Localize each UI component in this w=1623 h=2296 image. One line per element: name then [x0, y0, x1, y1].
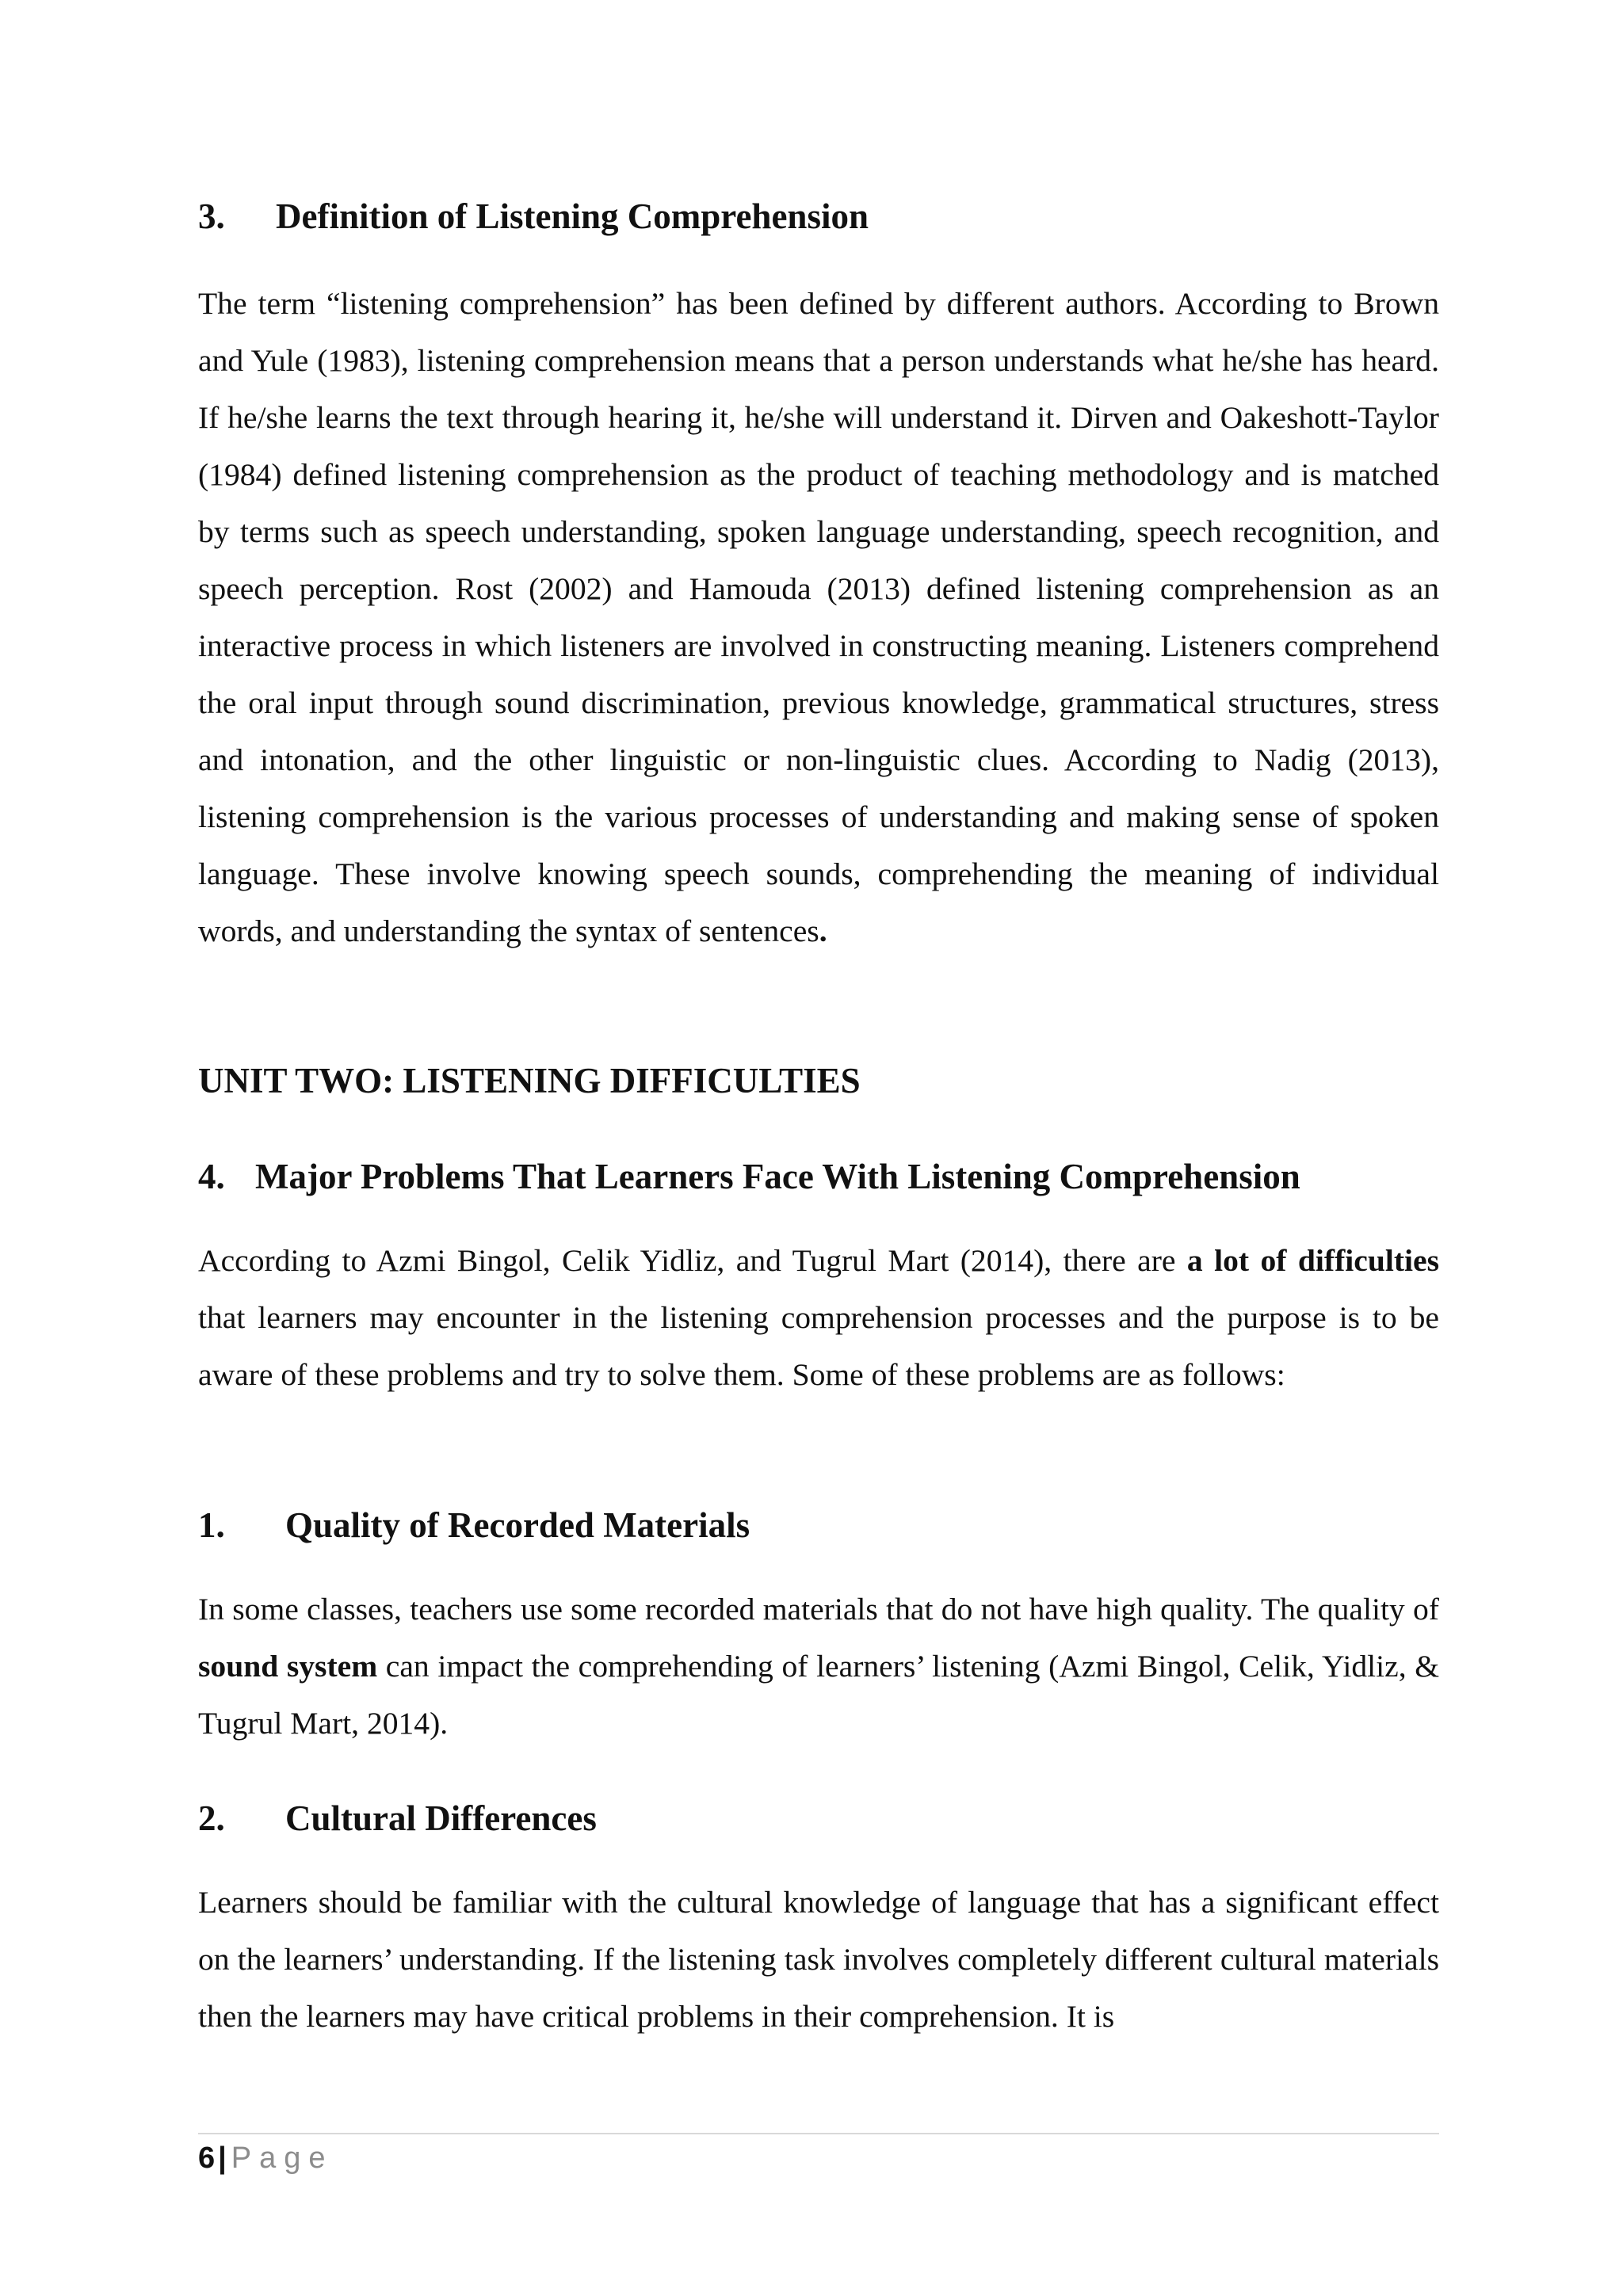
- problem-2-heading: [198, 1797, 597, 1840]
- paragraph-text: In some classes, teachers use some recorded materials that do not have high quality. The quality of: [198, 1592, 1439, 1627]
- problem-number: 2.: [198, 1798, 225, 1838]
- footer-divider: [198, 2133, 1439, 2134]
- unit-two-heading: [198, 1059, 861, 1102]
- section-number: 4.: [198, 1157, 225, 1196]
- section-3-paragraph: [198, 275, 1439, 959]
- paragraph-bold-text: sound system: [198, 1649, 378, 1684]
- section-title: Definition of Listening Comprehension: [276, 196, 869, 236]
- problem-number: 1.: [198, 1505, 225, 1545]
- problem-1-heading: [198, 1504, 750, 1547]
- page-footer: [198, 2139, 334, 2177]
- section-number: 3.: [198, 196, 225, 236]
- problem-2-paragraph: [198, 1874, 1439, 2045]
- section-4-heading: [198, 1155, 1300, 1198]
- problem-title: Quality of Recorded Materials: [285, 1505, 750, 1545]
- paragraph-text: According to Azmi Bingol, Celik Yidliz, and Tugrul Mart (2014), there are: [198, 1243, 1187, 1278]
- paragraph-text: Learners should be familiar with the cultural knowledge of language that has a significant effect on the learners’ understanding. If the listening task involves completely different cultural materials then the learners may have critical problems in their comprehension. It is: [198, 1885, 1439, 2034]
- unit-title: UNIT TWO: LISTENING DIFFICULTIES: [198, 1061, 861, 1100]
- paragraph-text: can impact the comprehending of learners’ listening (Azmi Bingol, Celik, Yidliz, & Tugrul Mart, 2014).: [198, 1649, 1439, 1741]
- paragraph-end-bold: .: [819, 913, 827, 948]
- footer-separator: |: [218, 2142, 227, 2175]
- section-3-heading: [198, 195, 869, 238]
- document-page: [198, 0, 1439, 2296]
- problem-1-paragraph: [198, 1581, 1439, 1752]
- problem-title: Cultural Differences: [285, 1798, 597, 1838]
- section-title: Major Problems That Learners Face With Listening Comprehension: [255, 1157, 1300, 1196]
- page-number: 6: [198, 2142, 216, 2175]
- paragraph-text: that learners may encounter in the listening comprehension processes and the purpose is to be aware of these problems and try to solve them. Some of these problems are as follows:: [198, 1300, 1439, 1392]
- section-4-paragraph: [198, 1232, 1439, 1403]
- page-label: Page: [231, 2142, 334, 2175]
- paragraph-bold-text: a lot of difficulties: [1186, 1243, 1440, 1278]
- paragraph-text: The term “listening comprehension” has been defined by different authors. According to Brown and Yule (1983), listening comprehension means that a person understands what he/she has heard. If he/she learns the text through hearing it, he/she will understand it. Dirven and Oakeshott-Taylor (1984) defined listening comprehension as the product of teaching methodology and is matched by terms such as speech understanding, spoken language understanding, speech recognition, and speech perception. Rost (2002) and Hamouda (2013) defined listening comprehension as an interactive process in which listeners are involved in constructing meaning. Listeners comprehend the oral input through sound discrimination, previous knowledge, grammatical structures, stress and intonation, and the other linguistic or non-linguistic clues. According to Nadig (2013), listening comprehension is the various processes of understanding and making sense of spoken language. These involve knowing speech sounds, comprehending the meaning of individual words, and understanding the syntax of sentences: [198, 286, 1439, 948]
